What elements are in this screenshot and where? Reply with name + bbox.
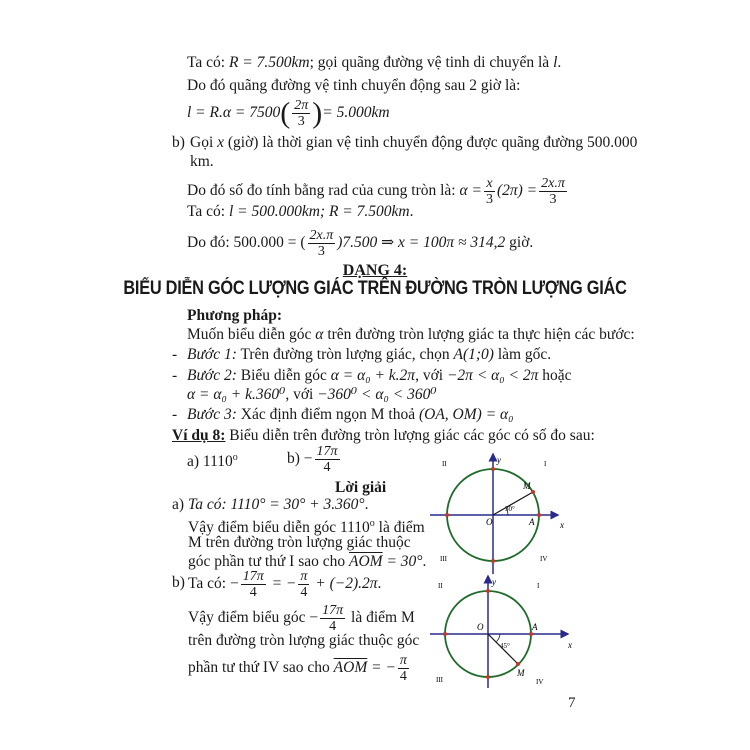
- numerator: x: [486, 176, 493, 191]
- text-line: Do đó quãng đường vệ tinh chuyển động sau 2 giờ là:: [187, 77, 521, 94]
- text-span: Ta có:: [187, 203, 229, 220]
- text-span: ; gọi quãng đường vệ tinh di chuyển là: [309, 54, 554, 71]
- text-span: Do đó số đo tính bằng rad của cung tròn là:: [187, 182, 460, 200]
- text-line: [187, 325, 635, 345]
- math: (OA, OM) = α₀: [418, 406, 514, 423]
- numerator: 17π: [316, 444, 338, 459]
- fraction: [298, 569, 309, 600]
- math: l: [553, 54, 558, 71]
- point-b: [491, 467, 495, 471]
- fraction: [320, 603, 345, 634]
- item-label: b): [172, 574, 185, 591]
- fraction: [539, 176, 567, 207]
- m-label: M: [523, 481, 531, 491]
- text-span: b): [287, 450, 300, 468]
- page-number: 7: [568, 695, 576, 711]
- fraction: [292, 98, 310, 129]
- math: −: [303, 450, 313, 468]
- text-span: .: [377, 575, 382, 593]
- denominator: 4: [300, 585, 308, 600]
- example-line: [172, 426, 595, 446]
- quadrant-ii: II: [438, 582, 443, 590]
- text-span: làm gốc.: [493, 346, 552, 363]
- text-span: Ta có:: [187, 54, 229, 71]
- math: A(1;0): [453, 346, 494, 363]
- point-a-prime: [445, 513, 449, 517]
- quadrant-iv: IV: [536, 678, 544, 686]
- text-span: .: [557, 54, 562, 71]
- math: + (−2).2π: [311, 575, 378, 593]
- point-a: [537, 513, 541, 517]
- denominator: 3: [485, 192, 493, 207]
- point-b-prime: [491, 559, 495, 563]
- math: −360⁰ < α₀ < 360⁰: [317, 386, 437, 403]
- text-span: , với: [285, 386, 318, 403]
- math: R = 7.500km: [228, 54, 310, 71]
- point-m: [516, 662, 520, 666]
- angle-label: 30°: [505, 505, 515, 513]
- degree: o: [232, 452, 238, 463]
- step-line: [187, 345, 551, 365]
- numerator: 2π: [294, 98, 309, 113]
- text-span: góc phần tư thứ I sao cho: [188, 553, 350, 570]
- quadrant-i: I: [537, 582, 540, 590]
- denominator: 3: [297, 114, 305, 129]
- step-line: [187, 405, 514, 425]
- text-span: Biểu diễn góc: [236, 367, 331, 384]
- formula-line: [188, 603, 415, 634]
- text-span: giờ.: [505, 234, 534, 252]
- math: $\overline{AOM}$: [333, 659, 368, 677]
- text-span: Xác định điểm ngọn M thoả: [236, 406, 419, 423]
- math: l = 500.000km; R = 7.500km: [228, 203, 410, 220]
- math: l = R.α = 7500: [187, 104, 281, 122]
- fraction: [315, 444, 340, 475]
- fraction: [241, 569, 266, 600]
- point-a-prime: [443, 632, 447, 636]
- numerator: π: [399, 653, 407, 668]
- text-span: Vậy điểm biểu góc −: [188, 609, 319, 627]
- x-label: x: [568, 640, 572, 650]
- text-line: M trên đường tròn lượng giác thuộc: [188, 534, 411, 551]
- point-m: [531, 490, 535, 494]
- text-span: .: [364, 496, 369, 513]
- quadrant-iii: III: [436, 676, 443, 684]
- text-line: [187, 53, 561, 73]
- formula-line: [187, 98, 390, 129]
- math: = −: [267, 575, 297, 593]
- text-span: a) 1110: [187, 453, 233, 471]
- step-line: [187, 385, 437, 405]
- text-span: là điểm M: [347, 609, 415, 627]
- math: α = α₀ + k.360⁰: [187, 386, 286, 403]
- a-label: A: [532, 622, 538, 632]
- math: α =: [459, 182, 482, 200]
- example-a: [187, 448, 238, 472]
- a-label: A: [529, 517, 535, 527]
- math: = 5.000km: [322, 104, 390, 122]
- text-span: Vậy điểm biểu diễn góc 1110: [188, 519, 370, 537]
- o-label: O: [477, 622, 484, 632]
- step-label: Bước 1:: [187, 346, 237, 363]
- x-label: x: [560, 520, 564, 530]
- angle-label: 45°: [500, 642, 510, 650]
- quadrant-iv: IV: [540, 555, 548, 563]
- math: −2π < α₀ < 2π: [446, 367, 539, 384]
- math: (2π) =: [496, 182, 538, 200]
- degree: o: [369, 518, 375, 529]
- numerator: 2x.π: [309, 228, 334, 243]
- text-span: Muốn biểu diễn góc: [187, 326, 316, 343]
- math: α: [315, 326, 324, 343]
- text-span: .: [409, 203, 414, 220]
- quadrant-ii: II: [442, 460, 447, 468]
- text-span: hoặc: [538, 367, 572, 384]
- text-line: km.: [190, 153, 214, 170]
- math: Ta có: 1110° = 30° + 3.360°: [188, 496, 365, 513]
- bullet-dash: -: [172, 367, 178, 384]
- denominator: 4: [399, 669, 407, 684]
- fraction: [308, 228, 336, 259]
- math: α = α₀ + k.2π: [330, 367, 416, 384]
- point-a: [529, 632, 533, 636]
- point-b: [486, 589, 490, 593]
- text-line: [188, 495, 368, 515]
- numerator: 2x.π: [541, 176, 565, 191]
- numerator: 17π: [242, 569, 264, 584]
- point-b-prime: [486, 675, 490, 679]
- math: x: [217, 134, 225, 151]
- formula-line: [188, 653, 411, 684]
- m-label: M: [517, 668, 525, 678]
- numerator: π: [300, 569, 308, 584]
- text-span: Biểu diễn trên đường tròn lượng giác các góc có số đo sau:: [225, 427, 595, 444]
- paren: (: [280, 96, 291, 130]
- y-label: y: [492, 577, 496, 587]
- section-label: DẠNG 4:: [342, 262, 408, 279]
- fraction: [484, 176, 495, 207]
- text-span: , với: [415, 367, 447, 384]
- text-span: là điểm: [374, 519, 425, 537]
- math: Do đó: 500.000 = (: [187, 234, 306, 252]
- item-label: b): [172, 134, 185, 151]
- example-label: Ví dụ 8:: [172, 427, 226, 444]
- denominator: 4: [249, 585, 257, 600]
- math: )7.500 ⇒ x = 100π ≈ 314,2: [337, 234, 506, 252]
- bullet-dash: -: [172, 346, 178, 363]
- quadrant-iii: III: [440, 555, 447, 563]
- math: = 30°: [382, 553, 423, 570]
- text-span: Ta có: −: [188, 575, 239, 593]
- solution-label: Lời giải: [335, 479, 387, 496]
- quadrant-i: I: [544, 460, 547, 468]
- step-label: Bước 3:: [187, 406, 237, 423]
- formula-line: [187, 228, 533, 259]
- formula-line: [188, 569, 381, 600]
- example-b: [287, 444, 342, 475]
- text-span: trên đường tròn lượng giác ta thực hiện các bước:: [323, 326, 635, 343]
- text-span: .: [422, 553, 427, 570]
- math: = −: [367, 659, 396, 677]
- text-line: trên đường tròn lượng giác thuộc góc: [188, 632, 420, 649]
- step-label: Bước 2:: [187, 367, 237, 384]
- unit-circle-diagram-1: [428, 452, 578, 577]
- denominator: 3: [549, 192, 557, 207]
- step-line: [187, 366, 572, 386]
- denominator: 3: [317, 244, 325, 259]
- unit-circle-diagram-2: [428, 574, 578, 689]
- bullet-dash: -: [172, 406, 178, 423]
- text-span: (giờ) là thời gian vệ tinh chuyển động được quãng đường 500.000: [224, 134, 638, 151]
- text-line: [190, 133, 637, 153]
- denominator: 4: [323, 460, 331, 475]
- section-title: BIỂU DIỄN GÓC LƯỢNG GIÁC TRÊN ĐƯỜNG TRÒN LƯỢNG GIÁC: [123, 278, 627, 299]
- y-label: y: [497, 455, 501, 465]
- fraction: [398, 653, 409, 684]
- angle-arc: [496, 634, 500, 642]
- text-span: Trên đường tròn lượng giác, chọn: [236, 346, 454, 363]
- math: $\overline{AOM}$: [349, 553, 383, 570]
- method-label: Phương pháp:: [187, 307, 282, 324]
- text-line: [187, 202, 413, 222]
- item-label: a): [172, 496, 185, 513]
- o-label: O: [486, 517, 493, 527]
- text-span: phần tư thứ IV sao cho: [188, 659, 334, 677]
- text-span: Gọi: [190, 134, 218, 151]
- denominator: 4: [329, 619, 337, 634]
- numerator: 17π: [322, 603, 344, 618]
- paren: ): [312, 96, 323, 130]
